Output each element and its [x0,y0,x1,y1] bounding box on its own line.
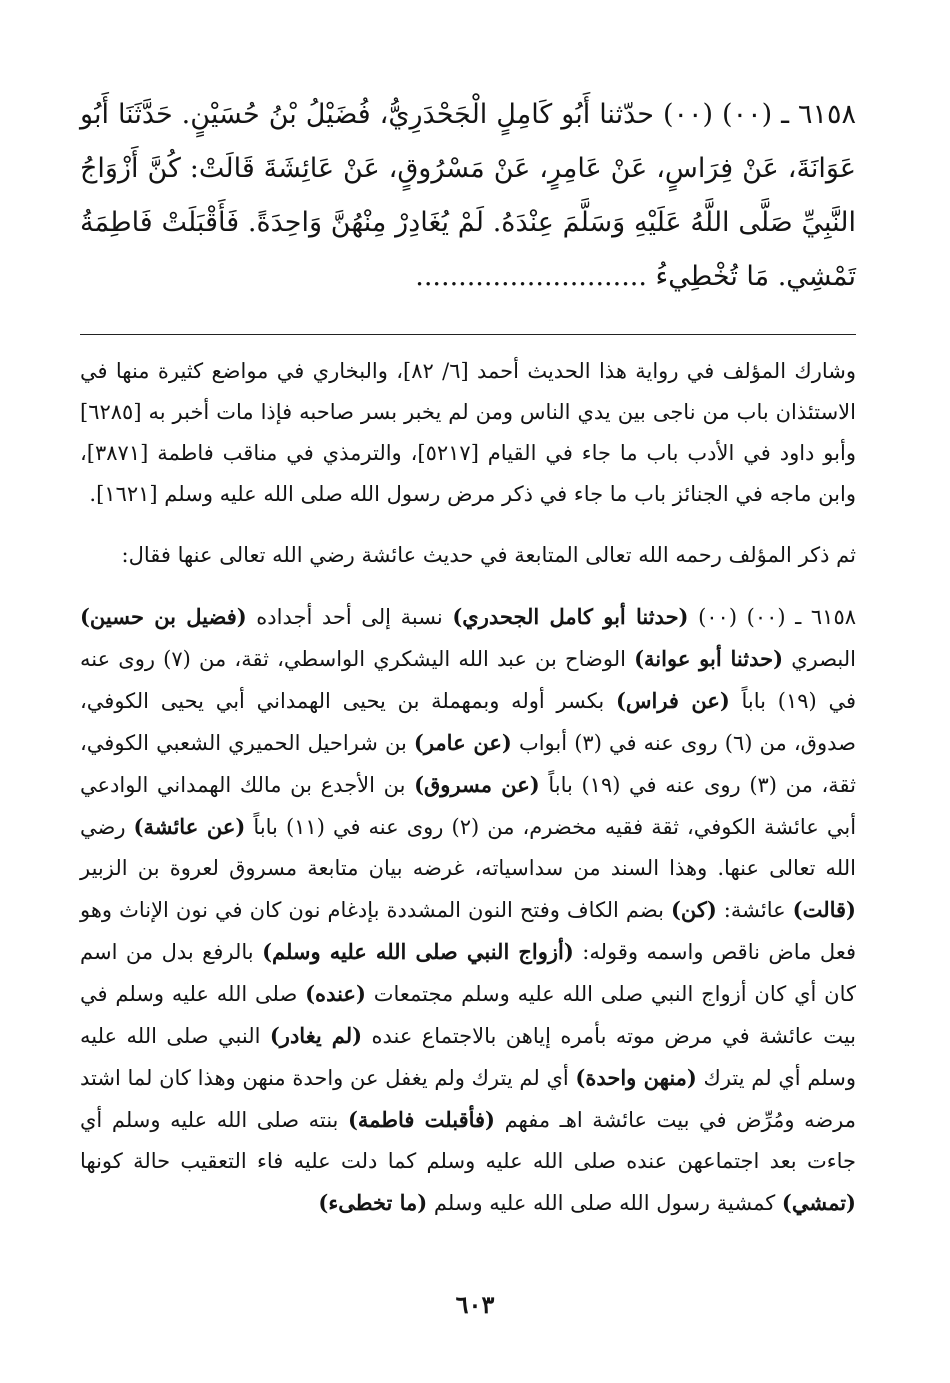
segment: أي لم يترك ولم يغفل عن واحدة منهن وهذا كان لما اشتد مرضه ومُرِّض في بيت عائشة اهـ مفهم [80,1066,857,1132]
segment: بن الأجدع بن مالك الهمداني الوادعي أبي عائشة الكوفي، ثقة فقيه مخضرم، من (٢) روى عنه في (١١) باباً [80,773,857,839]
quoted-segment: (أزواج النبي صلى الله عليه وسلم) [262,939,574,964]
quoted-segment: (عنده) [305,981,366,1006]
quoted-segment: (فضيل بن حسين) [80,604,247,629]
quoted-segment: (حدثنا أبو عوانة) [634,646,784,671]
segment: عائشة: [716,898,793,922]
segment: بالرفع بدل من اسم كان أي كان أزواج النبي صلى الله عليه وسلم مجتمعات [80,940,856,1006]
segment: بنته صلى الله عليه وسلم أي جاءت بعد اجتماعهن عنده صلى الله عليه وسلم كما دلت عليه فاء التعقيب حالة كونها [80,1108,856,1173]
quoted-segment: (قالت) [792,897,856,922]
segment: النبي صلى الله عليه وسلم أي لم يترك [80,1024,856,1090]
quoted-segment: (لم يغادر) [269,1023,363,1048]
segment: نسبة إلى أحد أجداده [246,605,453,629]
hadith-number: ٦١٥٨ ـ (٠٠) (٠٠) [653,99,856,130]
segment: صلى الله عليه وسلم في بيت عائشة في مرض موته بأمره إياهن بالاجتماع عنده [80,982,856,1048]
commentary-paragraph-2: ثم ذكر المؤلف رحمه الله تعالى المتابعة في حديث عائشة رضي الله تعالى عنها فقال: [121,543,856,567]
quoted-segment: (منهن واحدة) [575,1065,697,1090]
quoted-segment: (عن فراس) [615,688,730,713]
segment: بضم الكاف وفتح النون المشددة بإدغام نون كان في نون الإناث وهو فعل ماض ناقص واسمه وقوله: [80,898,856,964]
hadith-text [80,88,856,304]
quoted-segment: (عن عامر) [413,730,512,755]
quoted-segment: (كن) [670,897,717,922]
quoted-segment: (ما تخطىء) [318,1190,428,1215]
segment: كمشية رسول الله صلى الله عليه وسلم [427,1191,782,1215]
commentary-paragraph-1: وشارك المؤلف في رواية هذا الحديث أحمد [٦/ ٨٢]، والبخاري في مواضع كثيرة منها في الاستئذان باب من ناجى بين يدي الناس ومن لم يخبر بسر صاحبه فإذا مات أخبر به [٦٢٨٥] وأبو داود في الأدب باب ما جاء في القيام [٥٢١٧]، والترمذي في مناقب فاطمة [٣٨٧١]، وابن ماجه في الجنائز باب ما جاء في ذكر مرض رسول الله صلى الله عليه وسلم [١٦٢١]. [80,359,856,506]
quoted-segment: (عن عائشة) [133,814,246,839]
commentary-paragraph-3 [80,596,856,1224]
segment: بكسر أوله وبمهملة بن يحيى الهمداني أبي يحيى الكوفي، صدوق، من (٦) روى عنه في (٣) أبواب [80,689,856,755]
segment: بن شراحيل الحميري الشعبي الكوفي، ثقة، من (٣) روى عنه في (١٩) باباً [80,731,856,797]
page-number: ٦٠٣ [455,1290,495,1319]
segment: ٦١٥٨ ـ (٠٠) (٠٠) [688,605,857,629]
segment: رضي الله تعالى عنها. وهذا السند من سداسياته، غرضه بيان متابعة مسروق لعروة بن الزبير [80,815,856,880]
quoted-segment: (فأقبلت فاطمة) [347,1107,495,1132]
segment: الوضاح بن عبد الله اليشكري الواسطي، ثقة، من (٧) روى عنه في (١٩) باباً [80,647,856,713]
hadith-body: حدّثنا أَبُو كَامِلٍ الْجَحْدَرِيُّ، فُضَيْلُ بْنُ حُسَيْنٍ. حَدَّثَنَا أَبُو عَوَانَةَ، عَنْ فِرَاسٍ، عَنْ عَامِرٍ، عَنْ مَسْرُوقٍ، عَنْ عَائِشَةَ قَالَتْ: كُنَّ أَزْوَاجُ النَّبِيِّ صَلَّى اللَّهُ عَلَيْهِ وَسَلَّمَ عِنْدَهُ. لَمْ يُغَادِرْ مِنْهُنَّ وَاحِدَةً. فَأَقْبَلَتْ فَاطِمَةُ تَمْشِي. مَا تُخْطِيءُ ........................... [80,99,856,292]
paragraph-gap [80,586,856,596]
quoted-segment: (عن مسروق) [414,772,540,797]
section-divider [80,334,856,335]
quoted-segment: (تمشي) [781,1190,856,1215]
quoted-segment: (حدثنا أبو كامل الجحدري) [452,604,689,629]
segment: البصري [783,647,857,671]
paragraph-gap [80,525,856,535]
